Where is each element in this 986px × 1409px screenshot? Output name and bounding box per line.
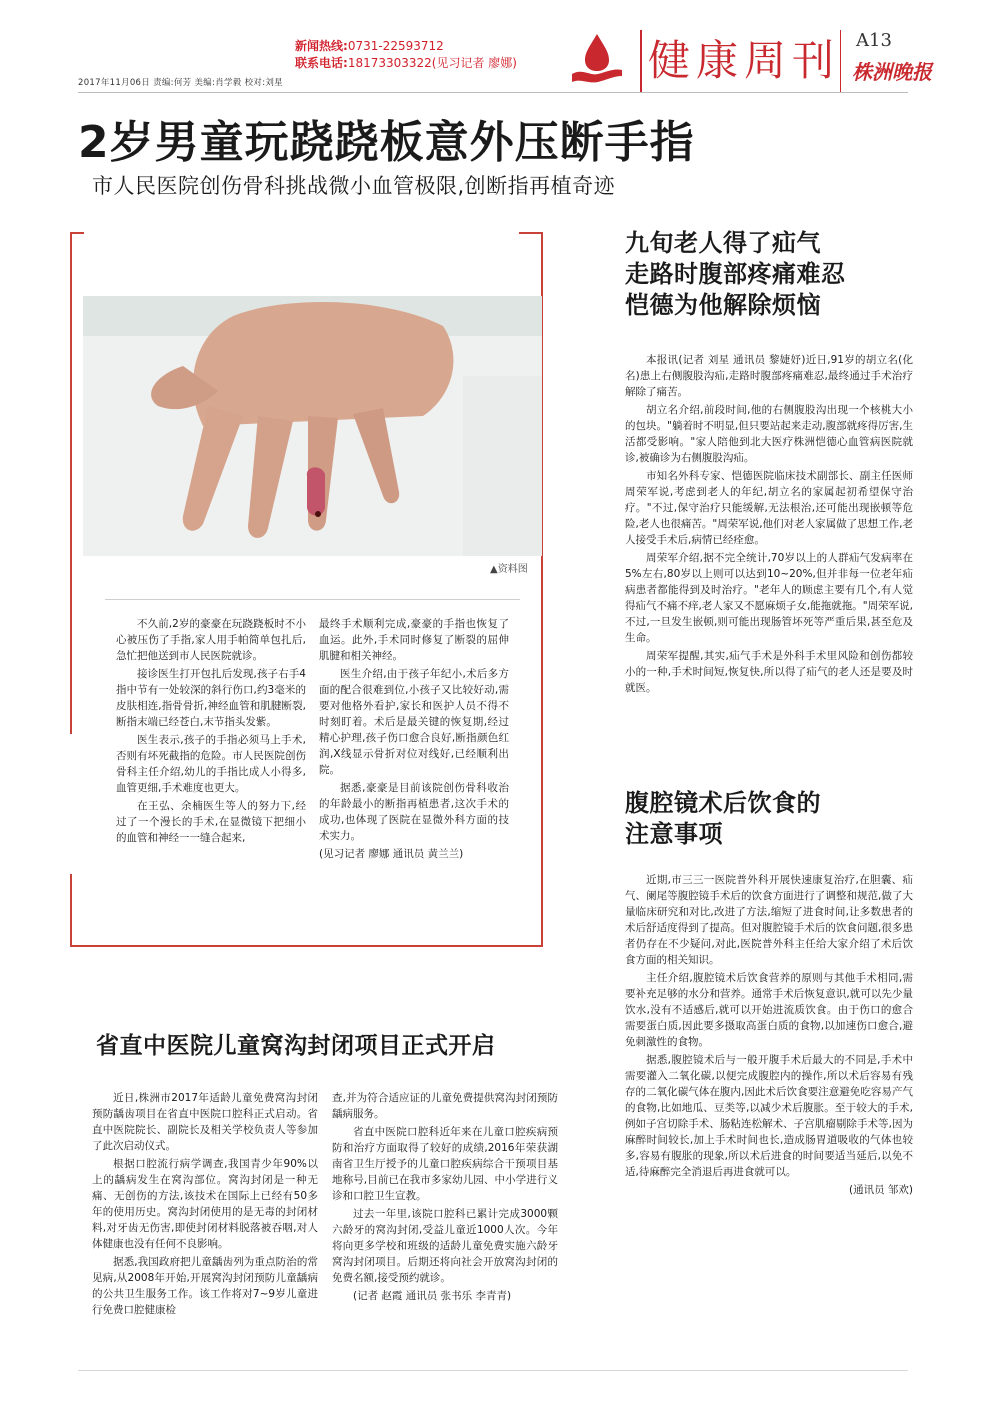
footer-rule — [78, 1370, 908, 1371]
lead-subheadline: 市人民医院创伤骨科挑战微小血管极限,创断指再植奇迹 — [92, 174, 616, 198]
lead-rule — [105, 599, 520, 600]
article4-paragraph: 据悉,我国政府把儿童龋齿列为重点防治的常见病,从2008年开始,开展窝沟封闭预防儿童龋病的公共卫生服务工作。该工作将对7~9岁儿童进行免费口腔健康检 — [92, 1256, 318, 1316]
article4-paragraph: 近日,株洲市2017年适龄儿童免费窝沟封闭预防龋齿项目在省直中医院口腔科正式启动。省直中医院院长、副院长及相关学校负责人等参加了此次启动仪式。 — [92, 1092, 318, 1152]
article2-title-line: 恺德为他解除烦恼 — [625, 291, 821, 319]
article2-title — [625, 228, 915, 321]
article2-paragraph: 周荣军提醒,其实,疝气手术是外科手术里风险和创伤都较小的一种,手术时间短,恢复快,所以得了疝气的老人还是要及时就医。 — [625, 650, 913, 694]
header-divider — [640, 30, 642, 92]
article4-signature: (记者 赵霞 通讯员 张书乐 李青青) — [353, 1290, 512, 1302]
article2-paragraph: 周荣军介绍,据不完全统计,70岁以上的人群疝气发病率在5%左右,80岁以上则可以达到10~20%,但并非每一位老年疝病患者都能得到及时治疗。"老年人的顾虑主要有几个,有人觉得疝气不痛不痒,老人家又不愿麻烦子女,能拖就拖。"周荣军说,不过,一旦发生嵌顿,则可能出现肠管坏死等严重后果,甚至危及生命。 — [625, 552, 913, 644]
article2-body — [625, 352, 913, 698]
lead-paragraph: 接诊医生打开包扎后发现,孩子右手4指中节有一处较深的斜行伤口,约3毫米的皮肤相连,指骨骨折,神经血管和肌腱断裂,断指末端已经苍白,末节指头发紫。 — [116, 668, 306, 728]
photo-caption: ▲资料图 — [490, 564, 528, 575]
lead-signature: (见习记者 廖娜 通讯员 黄兰兰) — [319, 848, 464, 860]
lead-paragraph: 据悉,豪豪是目前该院创伤骨科收治的年龄最小的断指再植患者,这次手术的成功,也体现了医院在显微外科方面的技术实力。 — [319, 782, 509, 842]
column-name: 健康周刊 — [648, 36, 841, 85]
article2-title-line: 九旬老人得了疝气 — [625, 229, 821, 257]
dateline: 2017年11月06日 责编:何芳 美编:肖学毅 校对:刘星 — [78, 78, 283, 88]
hand-drop-logo-icon — [568, 30, 626, 88]
article3-paragraph: 据悉,腹腔镜术后与一般开腹手术后最大的不同是,手术中需要灌入二氧化碳,以便完成腹腔内的操作,所以术后容易有残存的二氧化碳气体在腹内,因此术后饮食要注意避免吃容易产气的食物,比如地瓜、豆类等,以减少术后腹胀。至于较大的手术,例如子宫切除手术、肠粘连松解术、子宫肌瘤剔除手术等,因为麻醉时间较长,加上手术时间也长,造成肠胃道吸收的气体也较多,容易有腹胀的现象,所以术后进食的时间要适当延后,以免不适,待麻醉完全消退后再进食就可以。 — [625, 1054, 913, 1178]
lead-paragraph: 最终手术顺利完成,豪豪的手指也恢复了血运。此外,手术同时修复了断裂的屈伸肌腱和相关神经。 — [319, 618, 509, 662]
article4-body-col2 — [332, 1090, 558, 1306]
hand-photo-illustration — [83, 296, 542, 556]
hotline-label: 新闻热线: — [295, 39, 348, 53]
article3-paragraph: 近期,市三三一医院普外科开展快速康复治疗,在胆囊、疝气、阑尾等腹腔镜手术后的饮食方面进行了调整和规范,做了大量临床研究和对比,改进了方法,缩短了进食时间,让多数患者的术后舒适度得到了提高。但对腹腔镜手术后的饮食问题,很多患者仍存在不少疑问,对此,医院普外科主任给大家介绍了术后饮食方面的相关知识。 — [625, 874, 913, 966]
contact-label: 联系电话: — [295, 56, 348, 70]
article2-paragraph: 胡立名介绍,前段时间,他的右侧腹股沟出现一个核桃大小的包块。"躺着时不明显,但只要站起来走动,腹部就疼得厉害,生活都受影响。"家人陪他到北大医疗株洲恺德心血管病医院就诊,被确诊为右侧腹股沟疝。 — [625, 404, 913, 464]
header-divider-2 — [840, 30, 841, 92]
article3-title-line: 注意事项 — [625, 820, 723, 848]
lead-headline: 2岁男童玩跷跷板意外压断手指 — [78, 117, 695, 168]
hotline-number: 0731-22593712 — [347, 39, 444, 53]
paper-name: 株洲晚报 — [852, 60, 932, 84]
article3-title — [625, 788, 915, 850]
article4-body-col1 — [92, 1090, 318, 1320]
article3-signature: (通讯员 邹欢) — [848, 1184, 913, 1196]
lead-paragraph: 不久前,2岁的豪豪在玩跷跷板时不小心被压伤了手指,家人用手帕简单包扎后,急忙把他送到市人民医院就诊。 — [116, 618, 306, 662]
lead-paragraph: 医生表示,孩子的手指必须马上手术,否则有坏死截指的危险。市人民医院创伤骨科主任介绍,幼儿的手指比成人小得多,血管更细,手术难度也更大。 — [116, 734, 306, 794]
article2-paragraph: 本报讯(记者 刘星 通讯员 黎婕妤)近日,91岁的胡立名(化名)患上右侧腹股沟疝,走路时腹部疼痛难忍,最终通过手术治疗解除了痛苦。 — [625, 354, 913, 398]
article3-title-line: 腹腔镜术后饮食的 — [625, 789, 821, 817]
article3-paragraph: 主任介绍,腹腔镜术后饮食营养的原则与其他手术相同,需要补充足够的水分和营养。通常手术后恢复意识,就可以先少量饮水,没有不适感后,就可以开始进流质饮食。由于伤口的愈合需要蛋白质,因此要多摄取高蛋白质的食物,以加速伤口愈合,避免刺激性的食物。 — [625, 972, 913, 1048]
lead-photo — [83, 296, 542, 556]
page-code: A13 — [856, 30, 892, 51]
hotline-block — [295, 38, 517, 72]
article2-paragraph: 市知名外科专家、恺德医院临床技术副部长、副主任医师周荣军说,考虑到老人的年纪,胡立名的家属起初希望保守治疗。"不过,保守治疗只能缓解,无法根治,还可能出现嵌顿等危险,老人也很痛苦。"周荣军说,他们对老人家属做了思想工作,老人接受手术后,病情已经痊愈。 — [625, 470, 913, 546]
article4-title: 省直中医院儿童窝沟封闭项目正式开启 — [96, 1033, 496, 1059]
lead-paragraph: 医生介绍,由于孩子年纪小,术后多方面的配合很难到位,小孩子又比较好动,需要对他格外看护,家长和医护人员不得不时刻盯着。术后是最关键的恢复期,经过精心护理,孩子伤口愈合良好,断指颜色红润,X线显示骨折对位对线好,已经顺利出院。 — [319, 668, 509, 776]
article4-paragraph: 省直中医院口腔科近年来在儿童口腔疾病预防和治疗方面取得了较好的成绩,2016年荣获湖南省卫生厅授予的儿童口腔疾病综合干预项目基地称号,目前已在我市多家幼儿园、中小学进行义诊和口腔卫生宣教。 — [332, 1126, 558, 1202]
article4-paragraph: 查,并为符合适应证的儿童免费提供窝沟封闭预防龋病服务。 — [332, 1092, 558, 1120]
lead-body-col1 — [116, 616, 306, 848]
header-rule — [78, 92, 908, 93]
lead-paragraph: 在王弘、余楠医生等人的努力下,经过了一个漫长的手术,在显微镜下把细小的血管和神经一一缝合起来, — [116, 800, 306, 844]
article4-paragraph: 根据口腔流行病学调查,我国青少年90%以上的龋病发生在窝沟部位。窝沟封闭是一种无痛、无创伤的方法,该技术在国际上已经有50多年的使用历史。窝沟封闭使用的是无毒的封闭材料,对牙齿无伤害,即使封闭材料脱落被吞咽,对人体健康也没有任何不良影响。 — [92, 1158, 318, 1250]
article3-body — [625, 872, 913, 1200]
contact-text: 18173303322(见习记者 廖娜) — [347, 56, 517, 70]
article2-title-line: 走路时腹部疼痛难忍 — [625, 260, 846, 288]
article4-paragraph: 过去一年里,该院口腔科已累计完成3000颗六龄牙的窝沟封闭,受益儿童近1000人次。今年将向更多学校和班级的适龄儿童免费实施六龄牙窝沟封闭项目。后期还将向社会开放窝沟封闭的免费名额,接受预约就诊。 — [332, 1208, 558, 1284]
lead-body-col2 — [319, 616, 509, 864]
